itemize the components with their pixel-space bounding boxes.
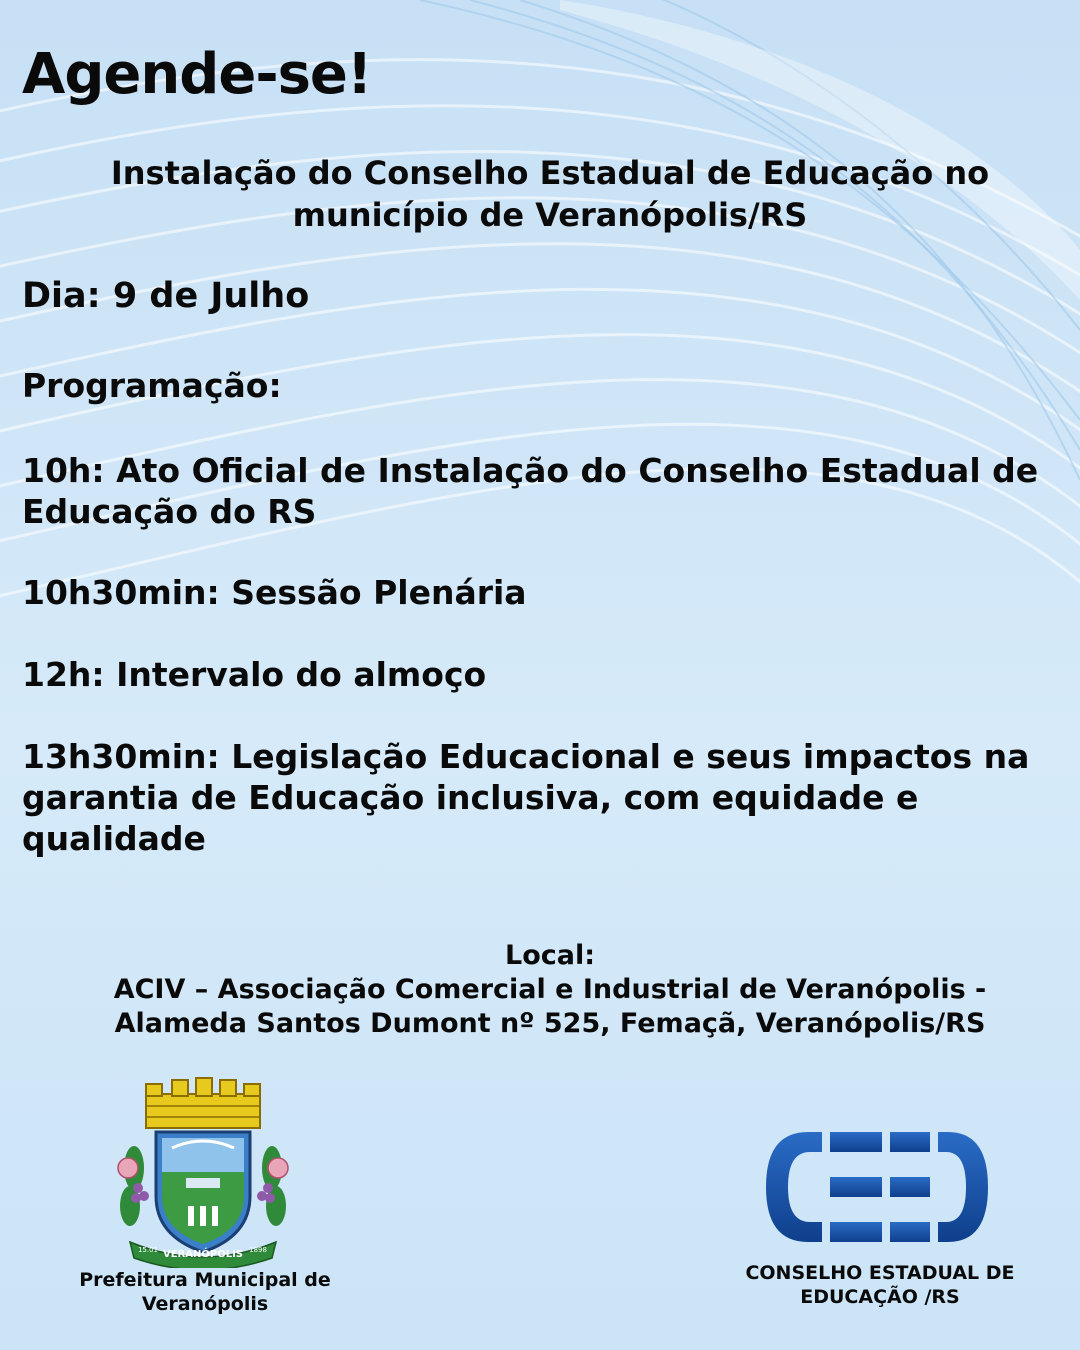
program-item-3: 12h: Intervalo do almoço [22, 655, 487, 694]
veranopolis-crest-logo [108, 1076, 298, 1268]
crest-ribbon-right: 1898 [249, 1246, 267, 1254]
crest-ribbon-text: VERANÓPOLIS [162, 1249, 244, 1260]
program-item-4: 13h30min: Legislação Educacional e seus impactos na garantia de Educação inclusiva, com equidade e qualidade [22, 737, 1030, 858]
program-item-2: 10h30min: Sessão Plenária [22, 573, 527, 612]
location-line-1: ACIV – Associação Comercial e Industrial de Veranópolis - [113, 974, 987, 1005]
location-line-2: Alameda Santos Dumont nº 525, Femaçã, Veranópolis/RS [114, 1008, 986, 1039]
prefeitura-caption: Prefeitura Municipal de Veranópolis [79, 1269, 331, 1315]
location-label: Local: [504, 940, 596, 971]
crest-ribbon-left: 15.01 [137, 1246, 159, 1254]
ceed-logo [762, 1128, 992, 1246]
ceed-caption: CONSELHO ESTADUAL DE EDUCAÇÃO /RS [745, 1262, 1015, 1308]
event-title: Instalação do Conselho Estadual de Educação no município de Veranópolis/RS [110, 154, 990, 234]
headline: Agende-se! [22, 42, 372, 107]
event-date: Dia: 9 de Julho [22, 276, 310, 316]
program-item-1: 10h: Ato Oficial de Instalação do Conselho Estadual de Educação do RS [22, 451, 1039, 531]
program-heading: Programação: [22, 366, 282, 405]
